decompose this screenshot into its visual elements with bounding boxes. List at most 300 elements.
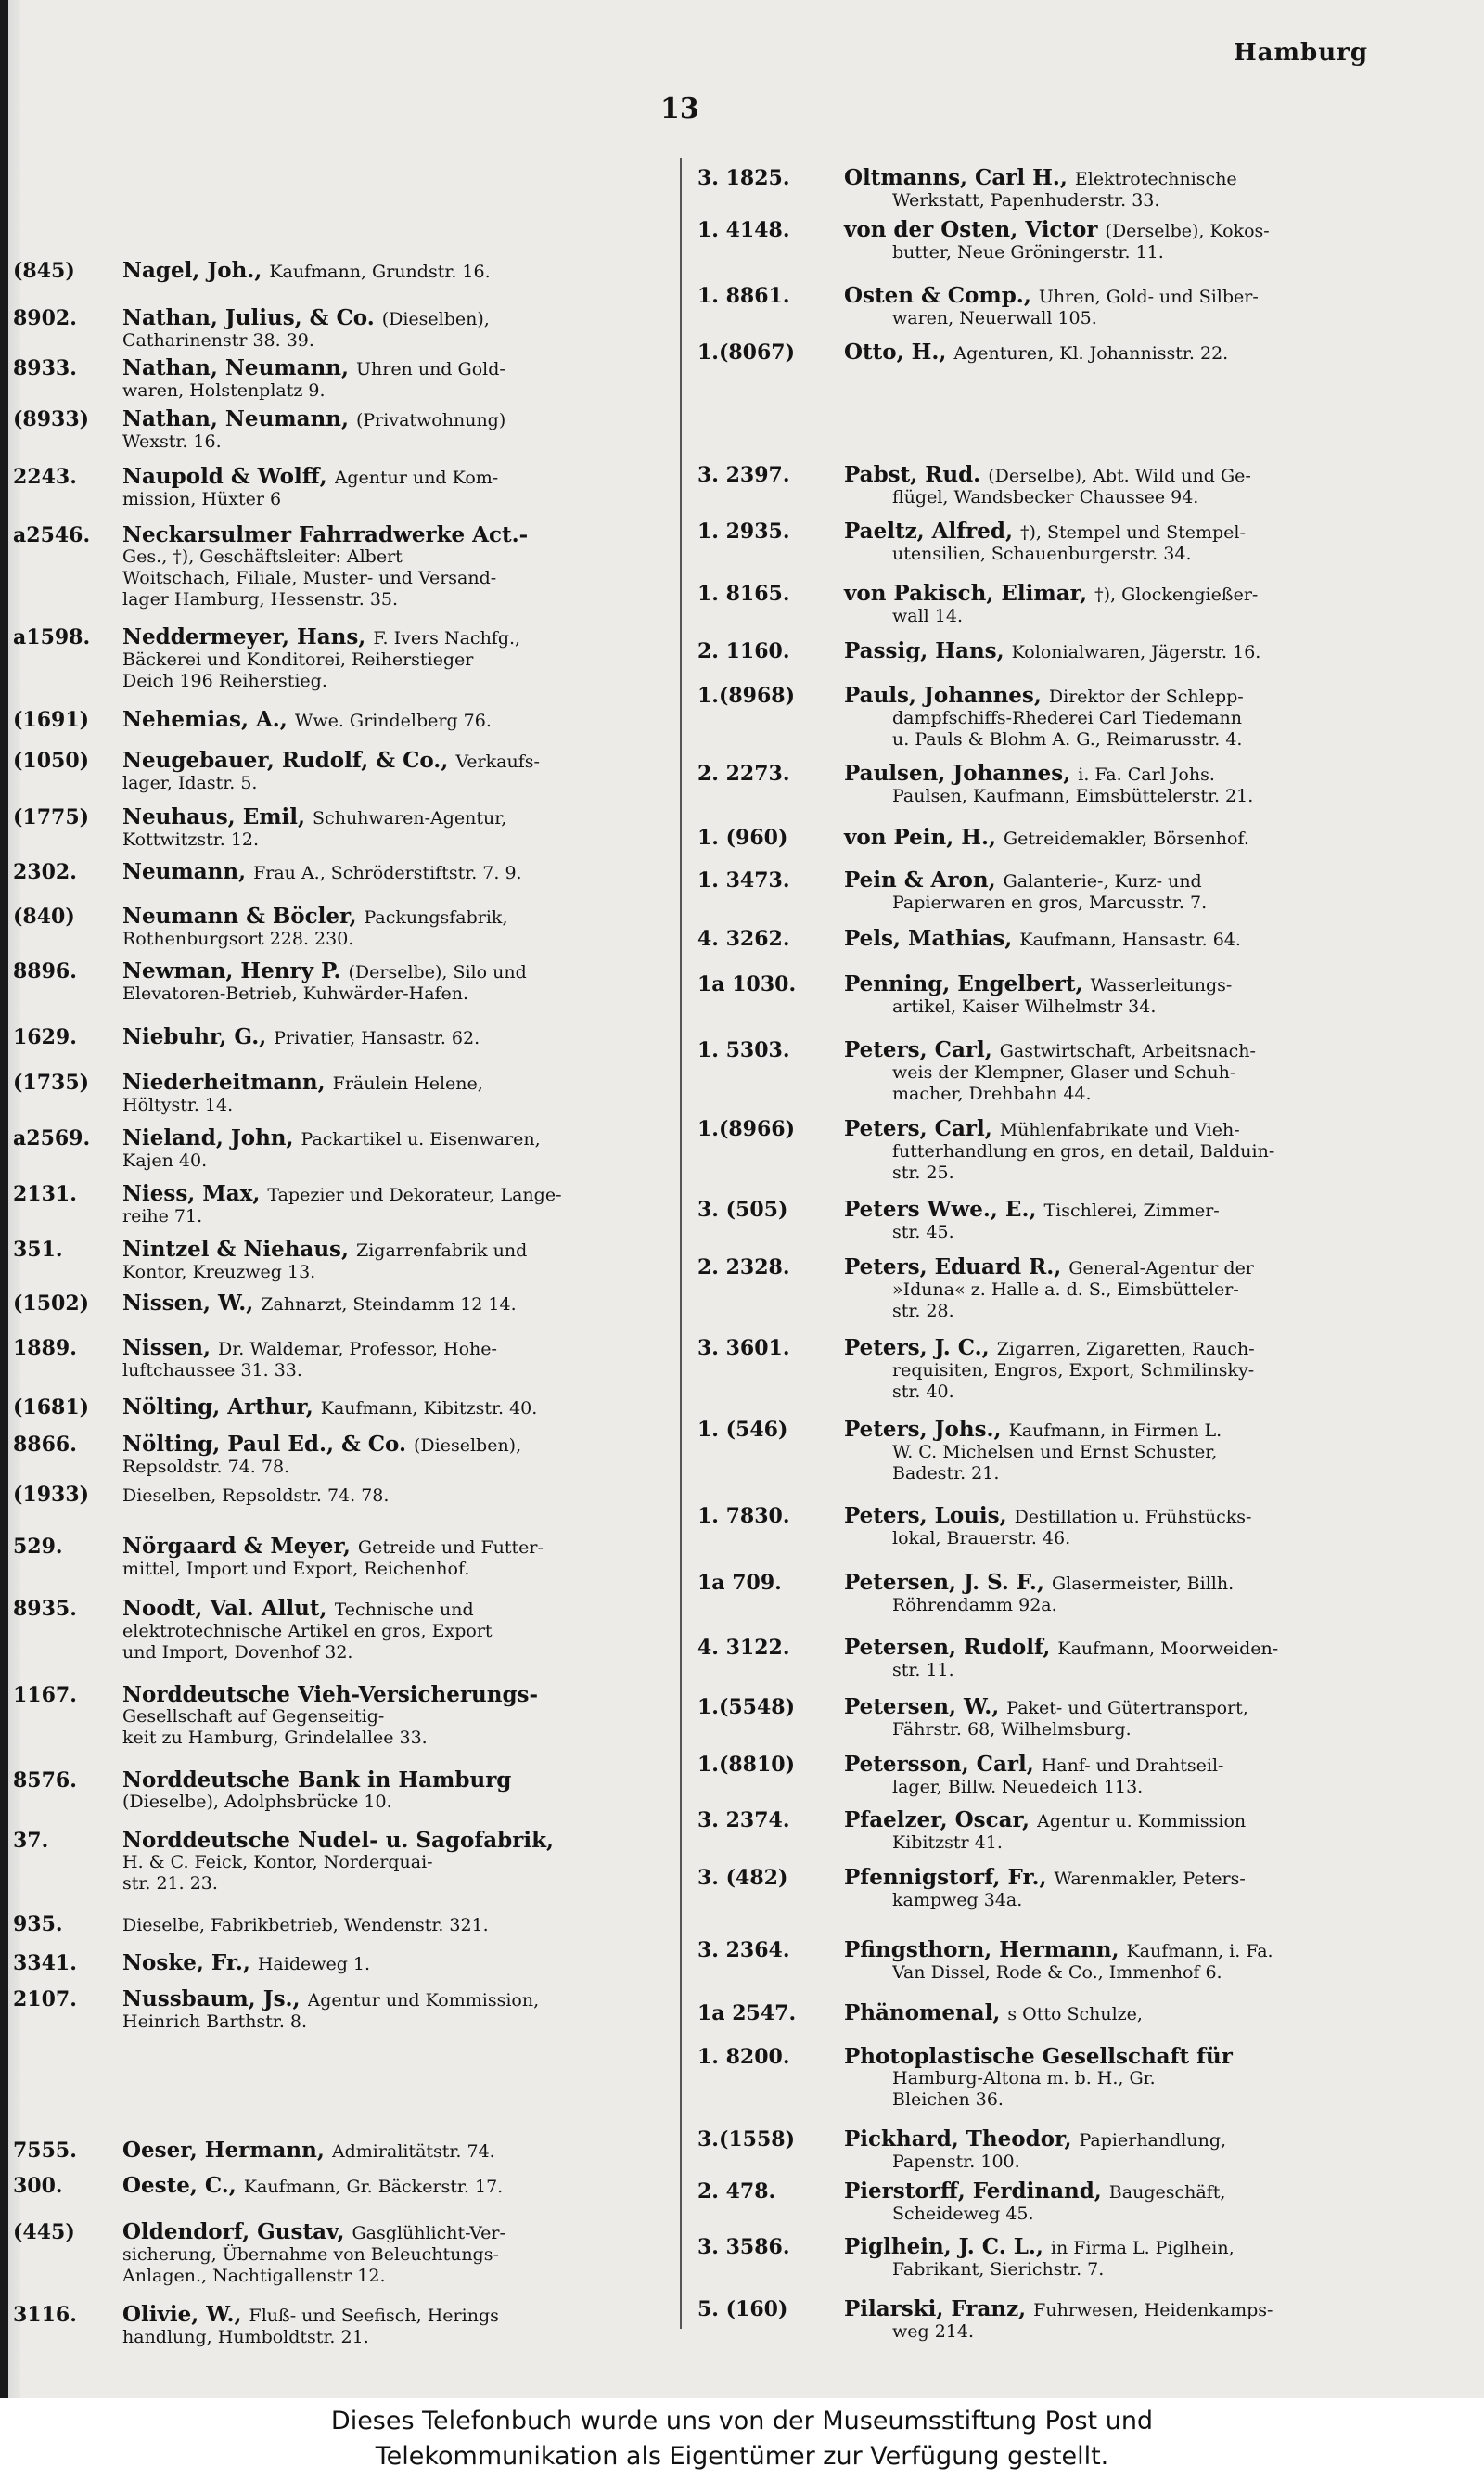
entry-number: (1933) xyxy=(13,1483,90,1507)
entry-number: 935. xyxy=(13,1912,63,1936)
entry-number: 2107. xyxy=(13,1987,77,2011)
entry-number: 3. 2364. xyxy=(697,1938,790,1962)
entry-continuation: Ges., †), Geschäftsleiter: Albert xyxy=(122,546,403,567)
entry-number: a2569. xyxy=(13,1126,91,1150)
entry-number: 1.(8810) xyxy=(697,1753,796,1777)
entry-number: (840) xyxy=(13,905,75,929)
entry-name: Pickhard, Theodor, xyxy=(844,2127,1072,2152)
entry-number: 1167. xyxy=(13,1683,77,1707)
header-place: Hamburg xyxy=(1234,39,1368,67)
entry-number: 8576. xyxy=(13,1768,77,1793)
entry-number: 2. 1160. xyxy=(697,639,790,663)
entry-details: Zigarren, Zigaretten, Rauch- xyxy=(996,1339,1255,1359)
entry-name: Oldendorf, Gustav, xyxy=(122,2219,345,2244)
entry-continuation: dampfschiffs-Rhederei Carl Tiedemann xyxy=(892,708,1242,728)
entry-details: Verkaufs- xyxy=(455,752,540,772)
directory-entry xyxy=(697,827,1391,850)
entry-number: a1598. xyxy=(13,625,91,649)
entry-details: Kaufmann, Hansastr. 64. xyxy=(1019,930,1241,950)
entry-number: (1691) xyxy=(13,708,90,732)
entry-details: Fluß- und Seefisch, Herings xyxy=(249,2306,499,2326)
entry-continuation: str. 40. xyxy=(892,1381,954,1402)
entry-name: Nathan, Neumann, xyxy=(122,355,349,380)
entry-continuation: Fabrikant, Sierichstr. 7. xyxy=(892,2259,1105,2280)
entry-details: Tischlerei, Zimmer- xyxy=(1043,1201,1220,1221)
entry-name: Nintzel & Niehaus, xyxy=(122,1237,350,1262)
entry-name: Neugebauer, Rudolf, & Co., xyxy=(122,748,449,773)
directory-entry xyxy=(13,1484,667,1507)
entry-details: (Dieselben), xyxy=(414,1435,522,1456)
entry-name: Neumann, xyxy=(122,859,247,884)
entry-number: 351. xyxy=(13,1238,63,1262)
entry-details: Fräulein Helene, xyxy=(332,1073,483,1094)
entry-name: Norddeutsche Bank in Hamburg xyxy=(122,1767,512,1793)
entry-name: Pein & Aron, xyxy=(844,867,996,893)
entry-number: 5. (160) xyxy=(697,2297,788,2321)
entry-continuation: Kottwitzstr. 12. xyxy=(122,829,260,850)
entry-number: 3. (505) xyxy=(697,1198,788,1222)
entry-continuation: Fährstr. 68, Wilhelmsburg. xyxy=(892,1719,1132,1740)
entry-name: Nagel, Joh., xyxy=(122,258,262,283)
directory-entry xyxy=(697,685,1391,751)
entry-name: Niederheitmann, xyxy=(122,1070,326,1095)
entry-details: Agentur u. Kommission xyxy=(1036,1811,1247,1831)
footer-notice xyxy=(0,2398,1484,2480)
entry-continuation: »Iduna« z. Halle a. d. S., Eimsbütteler- xyxy=(892,1279,1239,1300)
entry-number: 1a 1030. xyxy=(697,972,797,996)
entry-details: Schuhwaren-Agentur, xyxy=(313,808,507,829)
entry-continuation: W. C. Michelsen und Ernst Schuster, xyxy=(892,1442,1218,1462)
entry-name: Peters, Eduard R., xyxy=(844,1254,1062,1279)
entry-details: Kaufmann, Kibitzstr. 40. xyxy=(320,1398,538,1419)
directory-entry xyxy=(13,2304,667,2348)
entry-number: 8935. xyxy=(13,1597,77,1621)
entry-continuation: str. 28. xyxy=(892,1301,954,1321)
entry-number: 8866. xyxy=(13,1433,77,1457)
entry-details: Elektrotechnische xyxy=(1074,169,1237,189)
entry-continuation: Röhrendamm 92a. xyxy=(892,1595,1057,1615)
directory-entry xyxy=(13,1988,667,2033)
entry-number: 3. 1825. xyxy=(697,166,790,190)
directory-entry xyxy=(13,1337,667,1381)
entry-details: General-Agentur der xyxy=(1068,1258,1254,1279)
entry-name: Pilarski, Franz, xyxy=(844,2296,1027,2321)
entry-number: 529. xyxy=(13,1535,63,1559)
entry-continuation: Woitschach, Filiale, Muster- und Versand- xyxy=(122,568,497,588)
entry-name: Nissen, xyxy=(122,1335,211,1360)
entry-name: Petersson, Carl, xyxy=(844,1752,1034,1777)
directory-entry xyxy=(13,1952,667,1975)
entry-continuation: Werkstatt, Papenhuderstr. 33. xyxy=(892,190,1160,211)
entry-continuation: Gesellschaft auf Gegenseitig- xyxy=(122,1706,385,1727)
entry-continuation: elektrotechnische Artikel en gros, Export xyxy=(122,1621,493,1641)
entry-details: Getreidemakler, Börsenhof. xyxy=(1003,829,1249,849)
entry-number: 1889. xyxy=(13,1336,77,1360)
entry-details: Privatier, Hansastr. 62. xyxy=(274,1028,480,1048)
directory-entry xyxy=(697,1118,1391,1184)
directory-entry xyxy=(697,1039,1391,1105)
entry-name: Peters, Carl, xyxy=(844,1116,992,1141)
entry-continuation: kampweg 34a. xyxy=(892,1890,1023,1910)
entry-number: 2131. xyxy=(13,1182,77,1206)
entry-number: (845) xyxy=(13,259,75,283)
entry-name: von der Osten, Victor xyxy=(844,217,1098,242)
entry-name: Pabst, Rud. xyxy=(844,462,981,487)
entry-continuation: lokal, Brauerstr. 46. xyxy=(892,1528,1071,1548)
entry-number: (8933) xyxy=(13,407,90,431)
entry-continuation: Heinrich Barthstr. 8. xyxy=(122,2011,308,2032)
entry-name: Passig, Hans, xyxy=(844,638,1004,663)
directory-entry xyxy=(697,640,1391,663)
entry-continuation: Rothenburgsort 228. 230. xyxy=(122,929,354,949)
entry-number: 3341. xyxy=(13,1951,77,1975)
entry-name: Peters, Carl, xyxy=(844,1037,992,1062)
entry-number: 7555. xyxy=(13,2139,77,2163)
entry-details: †), Stempel und Stempel- xyxy=(1019,522,1246,543)
entry-continuation: Kajen 40. xyxy=(122,1150,208,1171)
directory-entry xyxy=(697,1939,1391,1984)
entry-name: Petersen, J. S. F., xyxy=(844,1570,1044,1595)
entry-number: 3. 3601. xyxy=(697,1336,790,1360)
entry-continuation: handlung, Humboldtstr. 21. xyxy=(122,2327,369,2347)
entry-number: 1. 3473. xyxy=(697,868,790,893)
directory-entry xyxy=(697,2298,1391,2343)
entry-number: 1.(8067) xyxy=(697,341,796,365)
entry-number: 1. 7830. xyxy=(697,1504,790,1528)
entry-details: Papierhandlung, xyxy=(1079,2130,1227,2151)
entry-continuation: waren, Neuerwall 105. xyxy=(892,308,1097,328)
entry-details: Kaufmann, Moorweiden- xyxy=(1057,1638,1279,1659)
directory-entry xyxy=(13,1914,667,1936)
entry-name: Petersen, Rudolf, xyxy=(844,1635,1051,1660)
entry-details: s Otto Schulze, xyxy=(1007,2004,1143,2024)
entry-number: 1. 8165. xyxy=(697,582,790,606)
entry-name: Peters, Johs., xyxy=(844,1417,1002,1442)
entry-number: (1502) xyxy=(13,1291,90,1316)
entry-name: von Pein, H., xyxy=(844,825,996,850)
entry-number: 2. 2273. xyxy=(697,762,790,786)
entry-continuation: flügel, Wandsbecker Chaussee 94. xyxy=(892,487,1199,508)
entry-details: (Derselbe), Abt. Wild und Ge- xyxy=(988,466,1251,486)
entry-continuation: Scheideweg 45. xyxy=(892,2204,1034,2224)
directory-entry xyxy=(13,709,667,732)
entry-continuation: artikel, Kaiser Wilhelmstr 34. xyxy=(892,996,1157,1017)
entry-details: (Derselbe), Kokos- xyxy=(1105,221,1270,241)
directory-entry xyxy=(13,2139,667,2163)
entry-details: F. Ivers Nachfg., xyxy=(373,628,521,649)
directory-entry xyxy=(697,520,1391,565)
entry-continuation: str. 25. xyxy=(892,1163,954,1183)
entry-name: Naupold & Wolff, xyxy=(122,464,327,489)
entry-number: 2243. xyxy=(13,465,77,489)
entry-number: 1629. xyxy=(13,1025,77,1049)
entry-name: Norddeutsche Nudel- u. Sagofabrik, xyxy=(122,1828,555,1853)
entry-number: 300. xyxy=(13,2174,63,2198)
entry-name: Noodt, Val. Allut, xyxy=(122,1596,327,1621)
entry-details: Agentur und Kom- xyxy=(334,468,499,488)
entry-continuation: mission, Hüxter 6 xyxy=(122,489,282,509)
entry-name: Phänomenal, xyxy=(844,2000,1001,2025)
entry-continuation: str. 11. xyxy=(892,1660,954,1680)
entry-details: Agenturen, Kl. Johannisstr. 22. xyxy=(953,343,1229,364)
entry-details: Uhren und Gold- xyxy=(355,359,505,379)
entry-details: Gasglühlicht-Ver- xyxy=(352,2223,505,2243)
entry-continuation: Anlagen., Nachtigallenstr 12. xyxy=(122,2266,386,2286)
directory-entry xyxy=(697,2046,1391,2111)
entry-number: 3. 2397. xyxy=(697,463,790,487)
directory-entry xyxy=(697,1505,1391,1549)
directory-entry xyxy=(13,960,667,1005)
directory-entry xyxy=(697,2002,1391,2025)
entry-continuation: Papierwaren en gros, Marcusstr. 7. xyxy=(892,893,1208,913)
entry-number: (1735) xyxy=(13,1071,90,1095)
entry-number: 3. 2374. xyxy=(697,1808,790,1832)
directory-entry xyxy=(697,928,1391,951)
entry-number: 1. 2935. xyxy=(697,520,790,544)
directory-entry xyxy=(697,973,1391,1018)
entry-continuation: butter, Neue Gröningerstr. 11. xyxy=(892,242,1164,263)
entry-continuation: Papenstr. 100. xyxy=(892,2152,1020,2172)
entry-name: Pfingsthorn, Hermann, xyxy=(844,1937,1119,1962)
entry-details: Glasermeister, Billh. xyxy=(1051,1574,1235,1594)
entry-name: Nathan, Neumann, xyxy=(122,406,349,431)
directory-entry xyxy=(13,307,667,352)
entry-number: (1050) xyxy=(13,749,90,773)
directory-entry xyxy=(697,464,1391,508)
entry-name: von Pakisch, Elimar, xyxy=(844,581,1088,606)
entry-number: 1. 8200. xyxy=(697,2045,790,2069)
entry-continuation: sicherung, Übernahme von Beleuchtungs- xyxy=(122,2244,499,2265)
entry-name: Nussbaum, Js., xyxy=(122,1986,301,2011)
entry-name: Nehemias, A., xyxy=(122,707,288,732)
entry-continuation: lager, Billw. Neuedeich 113. xyxy=(892,1777,1144,1797)
entry-details: Paket- und Gütertransport, xyxy=(1006,1698,1248,1718)
footer-line-2: Telekommunikation als Eigentümer zur Verfügung gestellt. xyxy=(375,2442,1109,2471)
directory-entry xyxy=(13,1127,667,1172)
entry-details: Packungsfabrik, xyxy=(364,907,508,928)
entry-name: Peters Wwe., E., xyxy=(844,1197,1037,1222)
directory-entry xyxy=(13,1183,667,1227)
entry-number: 2. 478. xyxy=(697,2179,776,2204)
entry-details: Wasserleitungs- xyxy=(1090,975,1233,996)
directory-entry xyxy=(13,408,667,453)
entry-name: Peters, Louis, xyxy=(844,1503,1007,1528)
entry-number: 3.(1558) xyxy=(697,2127,796,2152)
entry-number: 3. 3586. xyxy=(697,2235,790,2259)
directory-entry xyxy=(13,861,667,884)
directory-entry xyxy=(697,1637,1391,1681)
entry-details: Uhren, Gold- und Silber- xyxy=(1038,287,1259,307)
entry-continuation: lager, Idastr. 5. xyxy=(122,773,258,793)
entry-continuation: keit zu Hamburg, Grindelallee 33. xyxy=(122,1728,428,1748)
entry-number: 4. 3262. xyxy=(697,927,790,951)
entry-name: Pfennigstorf, Fr., xyxy=(844,1865,1047,1890)
entry-name: Niebuhr, G., xyxy=(122,1024,267,1049)
directory-entry xyxy=(13,357,667,402)
entry-name: Peters, J. C., xyxy=(844,1335,990,1360)
entry-details: Dieselbe, Fabrikbetrieb, Wendenstr. 321. xyxy=(122,1915,489,1935)
directory-entry xyxy=(13,806,667,851)
directory-entry xyxy=(13,1292,667,1316)
directory-entry xyxy=(697,1199,1391,1243)
entry-continuation: macher, Drehbahn 44. xyxy=(892,1084,1092,1104)
entry-details: Kaufmann, i. Fa. xyxy=(1126,1941,1273,1961)
entry-name: Olivie, W., xyxy=(122,2302,242,2327)
entry-name: Petersen, W., xyxy=(844,1694,1000,1719)
entry-continuation: Elevatoren-Betrieb, Kuhwärder-Hafen. xyxy=(122,983,469,1004)
entry-name: Paulsen, Johannes, xyxy=(844,761,1071,786)
entry-name: Paeltz, Alfred, xyxy=(844,519,1013,544)
entry-details: Fuhrwesen, Heidenkamps- xyxy=(1033,2300,1273,2320)
directory-entry xyxy=(13,260,667,283)
entry-details: †), Glockengießer- xyxy=(1094,585,1259,605)
entry-name: Nieland, John, xyxy=(122,1125,294,1150)
entry-name: Photoplastische Gesellschaft für xyxy=(844,2044,1233,2069)
entry-number: 2302. xyxy=(13,860,77,884)
entry-name: Otto, H., xyxy=(844,340,947,365)
directory-entry xyxy=(697,1572,1391,1616)
directory-entry xyxy=(697,763,1391,807)
entry-name: Pierstorff, Ferdinand, xyxy=(844,2178,1102,2204)
entry-continuation: str. 45. xyxy=(892,1222,954,1242)
entry-continuation: waren, Holstenplatz 9. xyxy=(122,380,326,401)
entry-details: Technische und xyxy=(334,1600,474,1620)
entry-details: Haideweg 1. xyxy=(257,1954,371,1974)
entry-name: Newman, Henry P. xyxy=(122,958,341,983)
entry-name: Neuhaus, Emil, xyxy=(122,804,306,829)
entry-name: Neddermeyer, Hans, xyxy=(122,624,366,649)
entry-details: (Derselbe), Silo und xyxy=(348,962,527,983)
entry-continuation: Bleichen 36. xyxy=(892,2089,1004,2110)
directory-entry xyxy=(13,1536,667,1580)
entry-continuation: Paulsen, Kaufmann, Eimsbüttelerstr. 21. xyxy=(892,786,1254,806)
entry-continuation: Van Dissel, Rode & Co., Immenhof 6. xyxy=(892,1962,1222,1983)
entry-details: Agentur und Kommission, xyxy=(307,1990,540,2011)
entry-continuation: Badestr. 21. xyxy=(892,1463,1000,1484)
entry-name: Pauls, Johannes, xyxy=(844,683,1042,708)
entry-continuation: wall 14. xyxy=(892,606,963,626)
entry-number: (1775) xyxy=(13,805,90,829)
directory-entry xyxy=(697,1419,1391,1484)
directory-entry xyxy=(13,2175,667,2198)
entry-name: Noske, Fr., xyxy=(122,1950,250,1975)
entry-number: 1. (546) xyxy=(697,1418,788,1442)
entry-continuation: Hamburg-Altona m. b. H., Gr. xyxy=(892,2068,1156,2088)
directory-entry xyxy=(13,466,667,510)
entry-continuation: Catharinenstr 38. 39. xyxy=(122,330,314,351)
directory-entry xyxy=(697,285,1391,329)
entry-continuation: Kibitzstr 41. xyxy=(892,1832,1003,1853)
entry-continuation: Wexstr. 16. xyxy=(122,431,222,452)
entry-details: in Firma L. Piglhein, xyxy=(1050,2238,1235,2258)
entry-number: 1.(5548) xyxy=(697,1695,796,1719)
entry-details: (Privatwohnung) xyxy=(355,410,506,430)
directory-entry xyxy=(13,906,667,950)
entry-details: i. Fa. Carl Johs. xyxy=(1078,765,1215,785)
entry-details: Zigarrenfabrik und xyxy=(356,1240,528,1261)
entry-continuation: u. Pauls & Blohm A. G., Reimarusstr. 4. xyxy=(892,729,1243,750)
directory-entry xyxy=(697,341,1391,365)
directory-entry xyxy=(13,2221,667,2287)
entry-number: 3116. xyxy=(13,2303,77,2327)
directory-entry xyxy=(697,869,1391,914)
entry-details: Tapezier und Dekorateur, Lange- xyxy=(267,1185,562,1205)
entry-details: Frau A., Schröderstiftstr. 7. 9. xyxy=(253,863,522,883)
entry-details: Direktor der Schlepp- xyxy=(1048,687,1244,707)
directory-entry xyxy=(13,1684,667,1749)
directory-entry xyxy=(13,626,667,692)
entry-details: Gastwirtschaft, Arbeitsnach- xyxy=(999,1041,1256,1061)
column-divider xyxy=(680,158,682,2329)
directory-entry xyxy=(697,2236,1391,2281)
entry-number: 1.(8968) xyxy=(697,684,796,708)
entry-details: Admiralitätstr. 74. xyxy=(331,2141,495,2162)
directory-entry xyxy=(13,1598,667,1664)
entry-number: 8896. xyxy=(13,959,77,983)
entry-details: Zahnarzt, Steindamm 12 14. xyxy=(261,1294,517,1315)
entry-details: Kaufmann, Gr. Bäckerstr. 17. xyxy=(243,2177,504,2197)
entry-name: Oeste, C., xyxy=(122,2173,237,2198)
entry-name: Oeser, Hermann, xyxy=(122,2138,325,2163)
entry-number: 1. 4148. xyxy=(697,218,790,242)
entry-continuation: Deich 196 Reiherstieg. xyxy=(122,671,327,691)
directory-entry xyxy=(697,1337,1391,1403)
entry-continuation: Höltystr. 14. xyxy=(122,1095,234,1115)
entry-details: Mühlenfabrikate und Vieh- xyxy=(999,1120,1240,1140)
entry-details: Hanf- und Drahtseil- xyxy=(1041,1755,1224,1776)
directory-entry xyxy=(13,1769,667,1813)
directory-entry xyxy=(697,219,1391,263)
directory-entry xyxy=(697,2128,1391,2173)
directory-entry xyxy=(697,1867,1391,1911)
entry-name: Osten & Comp., xyxy=(844,283,1031,308)
entry-name: Nörgaard & Meyer, xyxy=(122,1534,351,1559)
entry-continuation: weis der Klempner, Glaser und Schuh- xyxy=(892,1062,1236,1083)
entry-continuation: H. & C. Feick, Kontor, Norderquai- xyxy=(122,1852,433,1872)
entry-name: Neckarsulmer Fahrradwerke Act.- xyxy=(122,522,529,547)
entry-name: Nissen, W., xyxy=(122,1291,254,1316)
entry-number: 1a 709. xyxy=(697,1571,782,1595)
directory-entry xyxy=(697,1256,1391,1322)
entry-details: Destillation u. Frühstücks- xyxy=(1014,1507,1252,1527)
directory-entry xyxy=(13,1396,667,1420)
directory-entry xyxy=(697,167,1391,212)
entry-number: 1. 5303. xyxy=(697,1038,790,1062)
entry-number: (445) xyxy=(13,2220,75,2244)
entry-details: Warenmakler, Peters- xyxy=(1054,1869,1246,1889)
directory-entry xyxy=(697,1809,1391,1854)
entry-continuation: lager Hamburg, Hessenstr. 35. xyxy=(122,589,399,610)
directory-entry xyxy=(697,1754,1391,1798)
entry-continuation: futterhandlung en gros, en detail, Balduin- xyxy=(892,1141,1275,1162)
entry-continuation: reihe 71. xyxy=(122,1206,203,1227)
entry-number: 1.(8966) xyxy=(697,1117,796,1141)
directory-entry xyxy=(13,750,667,794)
entry-continuation: (Dieselbe), Adolphsbrücke 10. xyxy=(122,1792,392,1812)
entry-name: Oltmanns, Carl H., xyxy=(844,165,1068,190)
entry-details: Getreide und Futter- xyxy=(357,1537,544,1558)
entry-name: Norddeutsche Vieh-Versicherungs- xyxy=(122,1682,539,1707)
entry-continuation: Kontor, Kreuzweg 13. xyxy=(122,1262,316,1282)
entry-number: 1. 8861. xyxy=(697,284,790,308)
entry-details: Galanterie-, Kurz- und xyxy=(1003,871,1202,892)
directory-entry xyxy=(13,1072,667,1116)
directory-entry xyxy=(697,1696,1391,1741)
directory-entry xyxy=(13,524,667,610)
entry-details: Dieselben, Repsoldstr. 74. 78. xyxy=(122,1485,390,1506)
entry-continuation: utensilien, Schauenburgerstr. 34. xyxy=(892,544,1192,564)
entry-number: 3. (482) xyxy=(697,1866,788,1890)
